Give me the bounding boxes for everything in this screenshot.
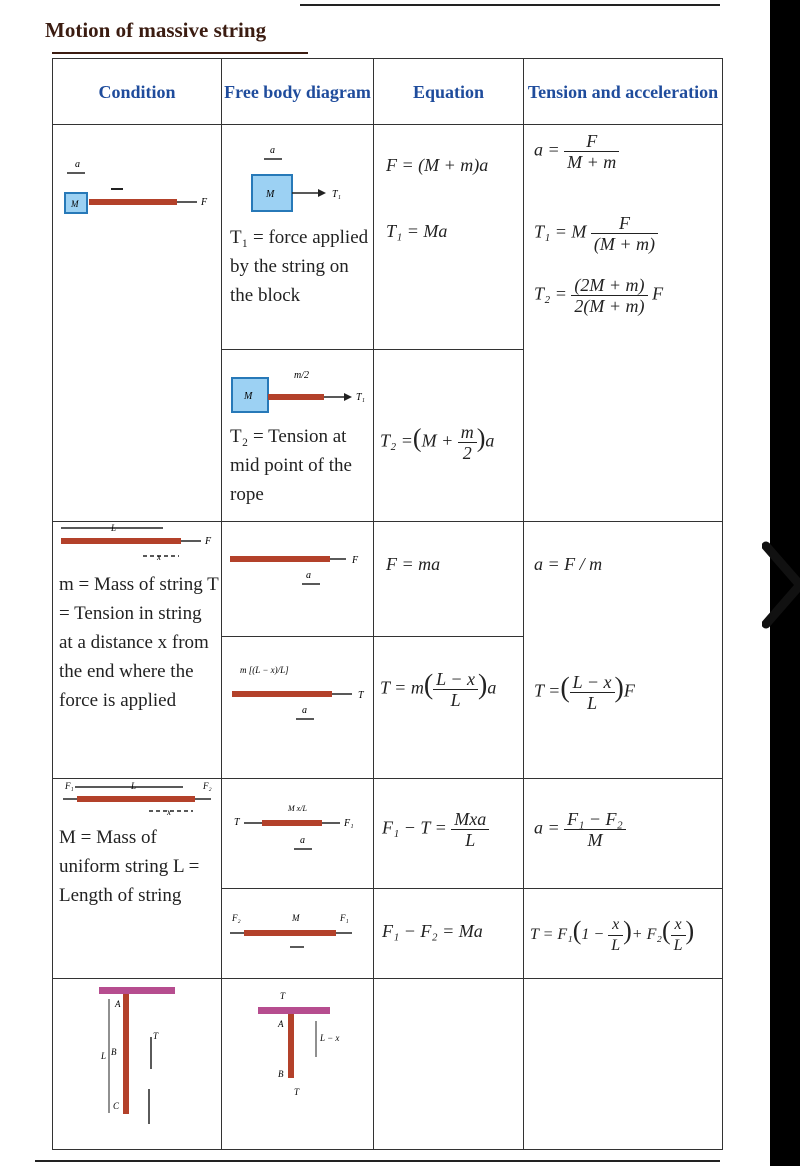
- eq-F1-F2: F₁ − F₂ = Ma: [382, 921, 483, 941]
- acc-num: F: [564, 131, 619, 152]
- motion-table: [52, 58, 723, 1150]
- t-formula: T =( $\frac{L - x}{L}$ )F: [534, 672, 635, 713]
- svg-text:F: F: [205, 536, 212, 547]
- svg-text:C: C: [113, 1101, 120, 1111]
- svg-text:a: a: [300, 835, 305, 846]
- svg-text:F₁: F₁: [65, 781, 74, 791]
- eq-F-ma: F = ma: [386, 554, 441, 574]
- acc2-frac: [570, 672, 615, 713]
- acc2-tail: F: [623, 680, 635, 701]
- row4-condition: [53, 979, 222, 1150]
- svg-text:M: M: [71, 199, 79, 209]
- row3-tension: [524, 889, 723, 979]
- svg-text:M x/L: M x/L: [288, 804, 307, 813]
- svg-text:a: a: [270, 145, 275, 156]
- eq3-frac: [458, 422, 477, 463]
- svg-text:T: T: [280, 991, 286, 1001]
- svg-text:F₁: F₁: [344, 818, 354, 829]
- hanging-rope-fbd: [222, 979, 372, 1144]
- svg-text:a: a: [306, 570, 311, 581]
- row2-condition: [53, 522, 222, 779]
- svg-text:a: a: [302, 705, 307, 716]
- svg-text:m/2: m/2: [294, 370, 309, 381]
- t2-lhs: T₂ =: [534, 283, 567, 304]
- row4: [53, 979, 723, 1150]
- acc2-frac1: [608, 915, 623, 956]
- row2-tension: [524, 522, 723, 779]
- acc2-den1: L: [611, 937, 621, 954]
- eq-F-total: F = (M + m)a: [386, 155, 489, 175]
- acc-F1-F2: [534, 809, 626, 850]
- eq-T2: T₂ =(M + $\frac{m}{2}$ )a: [380, 422, 495, 463]
- fbd-string-diagram: [222, 522, 372, 602]
- page-title: Motion of massive string: [45, 18, 267, 42]
- eq2-num: L − x: [433, 669, 478, 690]
- header-condition: Condition: [53, 59, 222, 125]
- acc1-den: M: [587, 830, 603, 850]
- row1-fbd2: [222, 350, 374, 522]
- svg-text:M: M: [244, 391, 253, 402]
- svg-text:F: F: [352, 555, 359, 566]
- header-row: [53, 59, 723, 125]
- svg-text:a: a: [75, 159, 80, 170]
- acc-lhs: a =: [534, 139, 560, 160]
- fbd-partial-string-diagram: [222, 637, 372, 737]
- eq1-lhs: F₁ − T =: [382, 817, 447, 838]
- acc2-num: L − x: [570, 672, 615, 693]
- t1-num: F: [591, 213, 658, 234]
- row4-eq: [374, 979, 524, 1150]
- svg-text:M: M: [266, 189, 275, 200]
- acc2-den2: L: [673, 937, 683, 954]
- acc-frac: [564, 131, 619, 172]
- svg-text:M: M: [292, 913, 300, 923]
- row2-eq-b: [374, 637, 524, 779]
- t1-den: (M + m): [593, 234, 656, 254]
- eq2-tail: a: [487, 677, 497, 698]
- svg-text:T: T: [153, 1031, 159, 1041]
- row2-fbd1: [222, 522, 374, 637]
- title-underline: [52, 52, 308, 54]
- svg-text:A: A: [115, 999, 121, 1009]
- acc2-num2: x: [671, 915, 686, 936]
- row3-eq-a: [374, 779, 524, 889]
- fbd-segment-diagram: [222, 779, 372, 879]
- fbd-block-diagram: [222, 125, 372, 225]
- acc-formula: [534, 131, 619, 172]
- eq3-tail: a: [485, 430, 495, 451]
- row1-top: [53, 125, 723, 350]
- row1-eq-b: [374, 350, 524, 522]
- svg-text:F: F: [201, 197, 208, 208]
- header-tension: Tension and acceleration: [524, 59, 723, 125]
- row1-condition: [53, 125, 222, 522]
- t1-formula: [534, 213, 658, 254]
- t2-num: (2M + m): [571, 275, 647, 296]
- eq3-num: m: [458, 422, 477, 443]
- acc2-a: 1 −: [581, 926, 605, 944]
- block-string-diagram: [53, 125, 222, 245]
- svg-text:T₁: T₁: [332, 189, 342, 200]
- svg-text:F₁: F₁: [340, 913, 349, 923]
- t-F1-F2: T = F₁(1 − $\frac{x}{L}$ )+ F₂( $\frac{x}{L}$ ): [530, 916, 695, 954]
- header-equation: Equation: [374, 59, 524, 125]
- acc1-lhs: a =: [534, 817, 560, 838]
- row3-eq-b: [374, 889, 524, 979]
- row3-fbd2: [222, 889, 374, 979]
- row2-condition-text: m = Mass of string T = Tension in string at a distance x from the end where the force is applied: [59, 574, 219, 711]
- fbd-uniform-string-diagram: [222, 889, 372, 969]
- eq3-mid: M +: [421, 430, 454, 451]
- bottom-rule: [35, 1160, 720, 1162]
- acc2-frac2: [671, 915, 686, 956]
- t1-lhs: T₁ = M: [534, 221, 587, 242]
- svg-text:L − x: L − x: [320, 1033, 340, 1043]
- acc2-pre: T = F₁: [530, 926, 573, 944]
- svg-text:A: A: [278, 1019, 284, 1029]
- svg-text:B: B: [278, 1069, 284, 1079]
- acc1-frac: [564, 809, 626, 850]
- acc-den: M + m: [567, 152, 617, 172]
- row3-acc: [524, 779, 723, 889]
- acc2-den: L: [587, 693, 598, 713]
- top-rule: [300, 4, 720, 6]
- row3-condition: [53, 779, 222, 979]
- svg-text:F₂: F₂: [203, 781, 212, 791]
- svg-text:F₂: F₂: [232, 913, 241, 923]
- row3-top: [53, 779, 723, 889]
- eq-T-m: T = m( $\frac{L - x}{L}$ )a: [380, 669, 497, 710]
- svg-text:L: L: [111, 523, 117, 533]
- svg-text:T: T: [294, 1087, 300, 1097]
- svg-text:T: T: [234, 817, 240, 828]
- eq2-lhs: T = m: [380, 677, 424, 698]
- acc2-num1: x: [608, 915, 623, 936]
- t1-frac: [591, 213, 658, 254]
- svg-text:m [(L − x)/L]: m [(L − x)/L]: [240, 665, 289, 675]
- t2-den: 2(M + m): [574, 296, 645, 316]
- row4-tension: [524, 979, 723, 1150]
- svg-text:T₁: T₁: [356, 392, 366, 403]
- t2-frac: [571, 275, 647, 316]
- svg-text:T: T: [358, 690, 364, 701]
- svg-text:B: B: [111, 1047, 117, 1057]
- eq1-num: Mxa: [451, 809, 489, 830]
- row2-fbd2: [222, 637, 374, 779]
- row2-top: [53, 522, 723, 637]
- acc2-mid: + F₂: [631, 926, 662, 944]
- eq1-den: L: [465, 830, 476, 850]
- header-fbd: Free body diagram: [222, 59, 374, 125]
- row2-eq-a: [374, 522, 524, 637]
- acc1-num: F₁ − F₂: [564, 809, 626, 830]
- t2-tail: F: [652, 283, 664, 304]
- row3-fbd1: [222, 779, 374, 889]
- fbd1-text: T₁ = force applied by the string on the block: [230, 227, 369, 306]
- fbd2-text: T₂ = Tension at mid point of the rope: [230, 426, 352, 505]
- hanging-rope-diagram: [53, 979, 222, 1144]
- two-force-string-diagram: [53, 779, 222, 829]
- row1-tension: [524, 125, 723, 522]
- acc-F-over-m: a = F / m: [534, 554, 603, 574]
- eq2-frac: [433, 669, 478, 710]
- svg-text:L: L: [131, 781, 137, 791]
- eq1-frac: [451, 809, 489, 850]
- svg-text:L: L: [101, 1051, 107, 1061]
- svg-text:x: x: [157, 552, 161, 562]
- svg-text:x: x: [167, 807, 171, 817]
- eq-F1-T: [382, 809, 489, 850]
- eq-T1: T₁ = Ma: [386, 221, 448, 241]
- chevron-right-icon[interactable]: [762, 540, 800, 630]
- eq3-den: 2: [462, 443, 472, 463]
- acc2-lhs: T =: [534, 680, 561, 701]
- eq3-lhs: T₂ =: [380, 430, 413, 451]
- eq2-den: L: [450, 690, 461, 710]
- row1-eq-a: [374, 125, 524, 350]
- row3-condition-text: M = Mass of uniform string L = Length of string: [59, 827, 200, 906]
- t2-formula: [534, 275, 663, 316]
- string-force-diagram: [53, 522, 222, 572]
- fbd-half-rope-diagram: [222, 350, 372, 420]
- row4-fbd: [222, 979, 374, 1150]
- row1-fbd1: [222, 125, 374, 350]
